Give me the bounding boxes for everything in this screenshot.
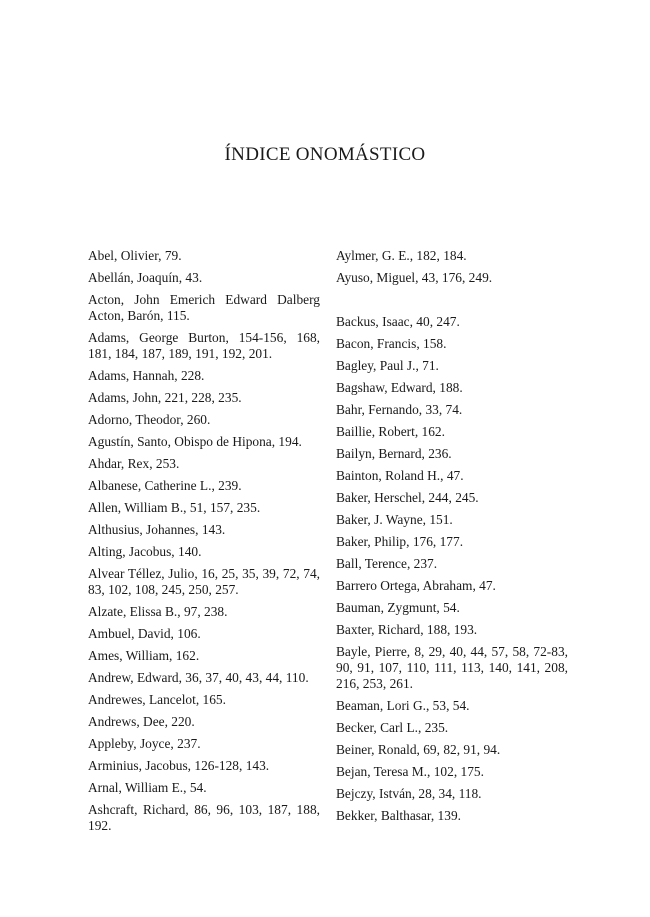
index-entry: Aylmer, G. E., 182, 184. xyxy=(336,248,467,263)
index-entry: Alvear Téllez, Julio, 16, 25, 35, 39, 72, 74, 83, 102, 108, 245, 250, 257. xyxy=(88,566,320,597)
index-entry: Allen, William B., 51, 157, 235. xyxy=(88,500,261,515)
index-entry: Becker, Carl L., 235. xyxy=(336,720,449,735)
index-entry: Alting, Jacobus, 140. xyxy=(88,544,202,559)
index-entry: Althusius, Johannes, 143. xyxy=(88,522,226,537)
index-entry: Abel, Olivier, 79. xyxy=(88,248,182,263)
index-entry: Andrews, Dee, 220. xyxy=(88,714,195,729)
index-entry: Bagley, Paul J., 71. xyxy=(336,358,439,373)
index-entry: Bejczy, István, 28, 34, 118. xyxy=(336,786,482,801)
index-entry: Arnal, William E., 54. xyxy=(88,780,207,795)
index-entry: Bauman, Zygmunt, 54. xyxy=(336,600,460,615)
index-entry: Ambuel, David, 106. xyxy=(88,626,201,641)
index-entry: Abellán, Joaquín, 43. xyxy=(88,270,203,285)
index-entry: Adams, Hannah, 228. xyxy=(88,368,205,383)
index-entry: Bailyn, Bernard, 236. xyxy=(336,446,452,461)
index-entry: Barrero Ortega, Abraham, 47. xyxy=(336,578,496,593)
index-entry: Bayle, Pierre, 8, 29, 40, 44, 57, 58, 72-83, 90, 91, 107, 110, 111, 113, 140, 141, 208, 216, 253, 261. xyxy=(336,644,568,691)
letter-section-gap xyxy=(336,292,568,314)
index-entry: Bejan, Teresa M., 102, 175. xyxy=(336,764,484,779)
index-entry: Ball, Terence, 237. xyxy=(336,556,438,571)
page-title: ÍNDICE ONOMÁSTICO xyxy=(224,144,426,165)
index-entry: Bahr, Fernando, 33, 74. xyxy=(336,402,463,417)
index-entry: Ayuso, Miguel, 43, 176, 249. xyxy=(336,270,493,285)
index-entry: Adams, George Burton, 154-156, 168, 181, 184, 187, 189, 191, 192, 201. xyxy=(88,330,320,361)
index-entry: Bagshaw, Edward, 188. xyxy=(336,380,463,395)
index-entry: Ashcraft, Richard, 86, 96, 103, 187, 188, 192. xyxy=(88,802,320,833)
index-entry: Alzate, Elissa B., 97, 238. xyxy=(88,604,228,619)
index-entry: Ahdar, Rex, 253. xyxy=(88,456,180,471)
index-entry: Andrewes, Lancelot, 165. xyxy=(88,692,226,707)
index-entry: Bainton, Roland H., 47. xyxy=(336,468,464,483)
index-entry: Backus, Isaac, 40, 247. xyxy=(336,314,460,329)
index-entry: Beiner, Ronald, 69, 82, 91, 94. xyxy=(336,742,501,757)
index-entry: Acton, John Emerich Edward Dalberg Acton, Barón, 115. xyxy=(88,292,320,323)
index-entry: Adams, John, 221, 228, 235. xyxy=(88,390,242,405)
index-entry: Bacon, Francis, 158. xyxy=(336,336,447,351)
index-entry: Baker, Herschel, 244, 245. xyxy=(336,490,479,505)
index-entry: Adorno, Theodor, 260. xyxy=(88,412,211,427)
index-entry: Baxter, Richard, 188, 193. xyxy=(336,622,478,637)
index-entry: Andrew, Edward, 36, 37, 40, 43, 44, 110. xyxy=(88,670,309,685)
index-entry: Beaman, Lori G., 53, 54. xyxy=(336,698,470,713)
index-entry: Albanese, Catherine L., 239. xyxy=(88,478,242,493)
index-entry: Baillie, Robert, 162. xyxy=(336,424,445,439)
index-column-left xyxy=(88,248,320,840)
index-entry: Arminius, Jacobus, 126-128, 143. xyxy=(88,758,270,773)
index-entry: Baker, J. Wayne, 151. xyxy=(336,512,453,527)
index-entry: Agustín, Santo, Obispo de Hipona, 194. xyxy=(88,434,302,449)
index-entry: Ames, William, 162. xyxy=(88,648,200,663)
index-column-right xyxy=(336,248,568,830)
index-entry: Baker, Philip, 176, 177. xyxy=(336,534,464,549)
index-entry: Appleby, Joyce, 237. xyxy=(88,736,201,751)
index-entry: Bekker, Balthasar, 139. xyxy=(336,808,461,823)
